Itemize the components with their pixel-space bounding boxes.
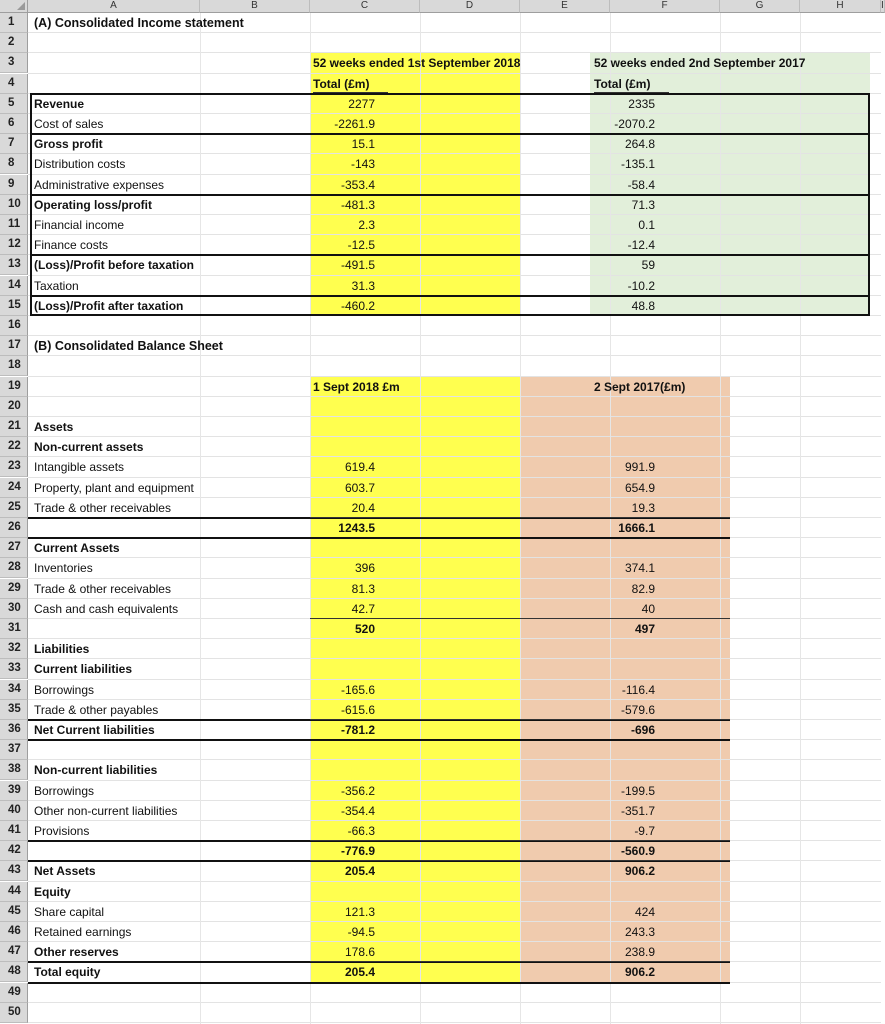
- income-value-2018[interactable]: 31.3: [351, 278, 375, 293]
- balance-line-label[interactable]: Total equity: [34, 965, 101, 980]
- income-value-2018[interactable]: 2.3: [358, 218, 375, 232]
- row-header-33[interactable]: 33: [0, 659, 28, 679]
- income-value-2018[interactable]: -481.3: [340, 197, 375, 212]
- income-line-label[interactable]: Revenue: [34, 96, 85, 111]
- balance-line-label[interactable]: Non-current assets: [34, 440, 144, 455]
- balance-value-2018[interactable]: -66.3: [347, 824, 375, 838]
- balance-value-2017[interactable]: 654.9: [624, 480, 655, 495]
- income-line-label[interactable]: Cost of sales: [34, 117, 104, 131]
- balance-value-2018[interactable]: [280, 639, 375, 659]
- row-header-14[interactable]: 14: [0, 276, 28, 296]
- row-gridline: [28, 658, 881, 659]
- income-value-2017[interactable]: 2335: [628, 96, 655, 111]
- row-header-24[interactable]: 24: [0, 478, 28, 498]
- row-header-43[interactable]: 43: [0, 861, 28, 881]
- row-header-44[interactable]: 44: [0, 882, 28, 902]
- row-gridline: [28, 396, 881, 397]
- balance-line-label[interactable]: Current Assets: [34, 541, 120, 556]
- row-header-11[interactable]: 11: [0, 215, 28, 235]
- income-value-2018[interactable]: -2261.9: [334, 117, 375, 131]
- balance-line-label[interactable]: Intangible assets: [34, 460, 125, 475]
- row-header-29[interactable]: 29: [0, 579, 28, 599]
- balance-value-2018[interactable]: -615.6: [340, 702, 375, 717]
- balance-line-label[interactable]: Net Current liabilities: [34, 723, 155, 737]
- income-line-label[interactable]: Financial income: [34, 218, 125, 232]
- row-header-17[interactable]: 17: [0, 336, 28, 356]
- balance-value-2017[interactable]: 238.9: [624, 945, 655, 960]
- income-line-label[interactable]: Gross profit: [34, 137, 103, 152]
- balance-value-2017[interactable]: [560, 437, 655, 457]
- balance-value-2018[interactable]: [280, 659, 375, 679]
- row-header-13[interactable]: 13: [0, 255, 28, 275]
- balance-col2-heading[interactable]: 2 Sept 2017(£m): [594, 379, 686, 394]
- income-value-2017[interactable]: 59: [641, 258, 655, 273]
- balance-value-2017[interactable]: 1666.1: [618, 521, 655, 535]
- balance-total-rule: [310, 961, 730, 962]
- column-header-b[interactable]: B: [200, 0, 310, 13]
- income-value-2017[interactable]: -2070.2: [614, 117, 655, 131]
- balance-total-border: [28, 982, 730, 984]
- balance-value-2017[interactable]: -9.7: [634, 824, 655, 838]
- income-subtotal-border: [30, 295, 870, 297]
- income-subtotal-border: [30, 254, 870, 256]
- balance-value-2018[interactable]: 81.3: [351, 581, 375, 596]
- balance-value-2018[interactable]: 396: [354, 561, 375, 576]
- balance-line-label[interactable]: Equity: [34, 884, 71, 899]
- income-statement-title[interactable]: (A) Consolidated Income statement: [34, 16, 244, 30]
- balance-line-label[interactable]: Other non-current liabilities: [34, 803, 178, 818]
- balance-line-label[interactable]: Property, plant and equipment: [34, 480, 194, 495]
- income-line-label[interactable]: Operating loss/profit: [34, 197, 153, 212]
- row-gridline: [28, 214, 881, 215]
- balance-value-2017[interactable]: [560, 538, 655, 558]
- row-header-2[interactable]: 2: [0, 33, 28, 53]
- row-header-23[interactable]: 23: [0, 457, 28, 477]
- income-value-2017[interactable]: 71.3: [631, 197, 655, 212]
- row-header-30[interactable]: 30: [0, 599, 28, 619]
- balance-total-rule: [310, 618, 730, 619]
- row-header-9[interactable]: 9: [0, 175, 28, 195]
- balance-line-label[interactable]: Other reserves: [34, 945, 119, 960]
- row-gridline: [28, 436, 881, 437]
- income-value-2018[interactable]: -353.4: [340, 177, 375, 192]
- column-header-d[interactable]: D: [420, 0, 520, 13]
- row-header-19[interactable]: 19: [0, 377, 28, 397]
- balance-total-border: [28, 739, 730, 741]
- column-header-i[interactable]: I: [881, 0, 884, 11]
- balance-value-2018[interactable]: -356.2: [340, 783, 375, 798]
- select-all-triangle-icon: [17, 2, 25, 10]
- income-value-2018[interactable]: -143: [350, 157, 375, 172]
- balance-value-2017[interactable]: -199.5: [620, 783, 655, 798]
- balance-value-2017[interactable]: 243.3: [624, 925, 655, 939]
- row-header-15[interactable]: 15: [0, 296, 28, 316]
- row-header-28[interactable]: 28: [0, 558, 28, 578]
- column-header-e[interactable]: E: [520, 0, 610, 13]
- balance-total-rule: [310, 840, 730, 841]
- row-gridline: [28, 376, 881, 377]
- row-header-8[interactable]: 8: [0, 154, 28, 174]
- balance-line-label[interactable]: Share capital: [34, 904, 105, 919]
- income-line-label[interactable]: Finance costs: [34, 238, 109, 253]
- income-col1-heading[interactable]: 52 weeks ended 1st September 2018: [313, 56, 521, 71]
- row-header-49[interactable]: 49: [0, 983, 28, 1003]
- income-value-2017[interactable]: 48.8: [631, 298, 655, 313]
- row-header-22[interactable]: 22: [0, 437, 28, 457]
- row-header-35[interactable]: 35: [0, 700, 28, 720]
- balance-value-2018[interactable]: 1243.5: [338, 521, 375, 535]
- income-line-label[interactable]: (Loss)/Profit before taxation: [34, 258, 195, 273]
- row-gridline: [28, 416, 881, 417]
- balance-value-2018[interactable]: [280, 417, 375, 437]
- row-header-46[interactable]: 46: [0, 922, 28, 942]
- row-header-39[interactable]: 39: [0, 781, 28, 801]
- balance-value-2018[interactable]: [280, 437, 375, 457]
- balance-total-rule: [310, 517, 730, 518]
- row-header-38[interactable]: 38: [0, 760, 28, 780]
- row-header-7[interactable]: 7: [0, 134, 28, 154]
- balance-value-2017[interactable]: [560, 760, 655, 780]
- income-border-bottom: [30, 314, 870, 316]
- balance-line-label[interactable]: Cash and cash equivalents: [34, 601, 179, 616]
- column-header-f[interactable]: F: [610, 0, 720, 13]
- balance-value-2017[interactable]: 19.3: [631, 500, 655, 515]
- balance-line-label[interactable]: Non-current liabilities: [34, 763, 158, 778]
- row-header-16[interactable]: 16: [0, 316, 28, 336]
- row-header-21[interactable]: 21: [0, 417, 28, 437]
- row-header-5[interactable]: 5: [0, 94, 28, 114]
- balance-line-label[interactable]: Provisions: [34, 824, 90, 838]
- balance-sheet-title[interactable]: (B) Consolidated Balance Sheet: [34, 339, 223, 354]
- balance-line-label[interactable]: Trade & other payables: [34, 702, 159, 717]
- row-header-12[interactable]: 12: [0, 235, 28, 255]
- balance-line-label[interactable]: Trade & other receivables: [34, 581, 171, 596]
- row-gridline: [28, 881, 881, 882]
- row-header-37[interactable]: 37: [0, 740, 28, 760]
- income-line-label[interactable]: Taxation: [34, 278, 79, 293]
- income-value-2017[interactable]: 0.1: [638, 218, 655, 232]
- income-value-2017[interactable]: -58.4: [627, 177, 655, 192]
- balance-col1-heading[interactable]: 1 Sept 2018 £m: [313, 379, 400, 394]
- row-gridline: [28, 941, 881, 942]
- balance-value-2017[interactable]: [560, 639, 655, 659]
- income-col1-subheading[interactable]: Total (£m): [313, 76, 370, 91]
- row-gridline: [28, 153, 881, 154]
- balance-value-2018[interactable]: -781.2: [340, 723, 375, 737]
- row-header-42[interactable]: 42: [0, 841, 28, 861]
- balance-line-label[interactable]: Borrowings: [34, 783, 95, 798]
- income-border-top: [30, 93, 870, 95]
- row-header-25[interactable]: 25: [0, 498, 28, 518]
- row-gridline: [28, 113, 881, 114]
- row-header-50[interactable]: 50: [0, 1003, 28, 1023]
- balance-line-label[interactable]: Retained earnings: [34, 925, 132, 939]
- balance-value-2017[interactable]: -116.4: [621, 682, 655, 697]
- row-gridline: [28, 1022, 881, 1023]
- balance-value-2017[interactable]: 906.2: [624, 965, 655, 980]
- row-header-20[interactable]: 20: [0, 397, 28, 417]
- balance-value-2018[interactable]: 603.7: [344, 480, 375, 495]
- balance-line-label[interactable]: Assets: [34, 420, 74, 434]
- balance-value-2018[interactable]: -94.5: [347, 925, 375, 939]
- row-gridline: [28, 921, 881, 922]
- row-header-6[interactable]: 6: [0, 114, 28, 134]
- income-value-2018[interactable]: -12.5: [347, 238, 375, 253]
- balance-value-2018[interactable]: 42.7: [351, 601, 375, 616]
- income-border-right: [868, 93, 870, 316]
- balance-value-2018[interactable]: [280, 538, 375, 558]
- balance-value-2018[interactable]: -776.9: [340, 844, 375, 859]
- balance-line-label[interactable]: Trade & other receivables: [34, 500, 171, 515]
- balance-value-2018[interactable]: 205.4: [344, 864, 375, 879]
- income-value-2018[interactable]: -491.5: [340, 258, 375, 273]
- income-value-2017[interactable]: -135.1: [620, 157, 655, 172]
- row-gridline: [28, 679, 881, 680]
- balance-value-2018[interactable]: 20.4: [351, 500, 375, 515]
- row-gridline: [28, 234, 881, 235]
- row-header-48[interactable]: 48: [0, 962, 28, 982]
- row-header-1[interactable]: 1: [0, 13, 28, 33]
- balance-value-2017[interactable]: [560, 417, 655, 437]
- income-value-2018[interactable]: -460.2: [340, 298, 375, 313]
- column-gridline: [800, 13, 801, 1024]
- balance-total-rule: [310, 719, 730, 720]
- income-value-2018[interactable]: 15.1: [351, 137, 375, 152]
- column-header-a[interactable]: A: [28, 0, 200, 13]
- balance-value-2018[interactable]: 121.3: [344, 904, 375, 919]
- balance-value-2018[interactable]: [280, 760, 375, 780]
- balance-value-2017[interactable]: -579.6: [620, 702, 655, 717]
- balance-line-label[interactable]: Borrowings: [34, 682, 95, 697]
- row-gridline: [28, 557, 881, 558]
- balance-line-label[interactable]: Liabilities: [34, 642, 90, 657]
- income-line-label[interactable]: Administrative expenses: [34, 177, 165, 192]
- row-header-4[interactable]: 4: [0, 74, 28, 94]
- balance-value-2018[interactable]: -354.4: [340, 803, 375, 818]
- income-line-label[interactable]: (Loss)/Profit after taxation: [34, 298, 184, 313]
- balance-value-2017[interactable]: -351.7: [620, 803, 655, 818]
- balance-value-2017[interactable]: [560, 659, 655, 679]
- column-header-g[interactable]: G: [720, 0, 800, 13]
- balance-value-2017[interactable]: 497: [634, 622, 655, 636]
- balance-value-2018[interactable]: 178.6: [344, 945, 375, 960]
- balance-value-2017[interactable]: 424: [634, 904, 655, 919]
- row-header-10[interactable]: 10: [0, 195, 28, 215]
- balance-value-2017[interactable]: 374.1: [624, 561, 655, 576]
- balance-line-label[interactable]: Net Assets: [34, 864, 96, 879]
- income-col2-heading[interactable]: 52 weeks ended 2nd September 2017: [594, 56, 806, 71]
- row-gridline: [28, 638, 881, 639]
- balance-total-rule: [310, 860, 730, 861]
- balance-value-2018[interactable]: 205.4: [344, 965, 375, 980]
- balance-value-2018[interactable]: 520: [354, 622, 375, 636]
- row-header-27[interactable]: 27: [0, 538, 28, 558]
- income-value-2017[interactable]: -10.2: [627, 278, 655, 293]
- row-gridline: [28, 456, 881, 457]
- balance-line-label[interactable]: Current liabilities: [34, 662, 133, 677]
- income-col2-subheading[interactable]: Total (£m): [594, 76, 651, 91]
- column-header-h[interactable]: H: [800, 0, 881, 13]
- balance-value-2017[interactable]: [560, 882, 655, 902]
- balance-value-2017[interactable]: 906.2: [624, 864, 655, 879]
- balance-total-border: [28, 537, 730, 539]
- balance-value-2017[interactable]: -560.9: [620, 844, 655, 859]
- income-line-label[interactable]: Distribution costs: [34, 157, 126, 172]
- row-header-47[interactable]: 47: [0, 942, 28, 962]
- row-header-26[interactable]: 26: [0, 518, 28, 538]
- row-header-3[interactable]: 3: [0, 53, 28, 73]
- balance-value-2018[interactable]: 619.4: [344, 460, 375, 475]
- row-header-34[interactable]: 34: [0, 680, 28, 700]
- row-header-36[interactable]: 36: [0, 720, 28, 740]
- income-border-left: [30, 93, 32, 316]
- balance-line-label[interactable]: Inventories: [34, 561, 93, 576]
- row-header-31[interactable]: 31: [0, 619, 28, 639]
- income-value-2017[interactable]: 264.8: [624, 137, 655, 152]
- balance-value-2017[interactable]: 991.9: [624, 460, 655, 475]
- column-header-c[interactable]: C: [310, 0, 420, 13]
- balance-value-2017[interactable]: 40: [641, 601, 655, 616]
- income-value-2017[interactable]: -12.4: [627, 238, 655, 253]
- row-header-41[interactable]: 41: [0, 821, 28, 841]
- income-subtotal-border: [30, 194, 870, 196]
- balance-value-2017[interactable]: 82.9: [631, 581, 655, 596]
- balance-value-2018[interactable]: -165.6: [340, 682, 375, 697]
- balance-value-2017[interactable]: -696: [630, 723, 655, 737]
- income-value-2018[interactable]: 2277: [348, 96, 375, 111]
- row-header-18[interactable]: 18: [0, 356, 28, 376]
- row-gridline: [28, 901, 881, 902]
- select-all-corner[interactable]: [0, 0, 28, 13]
- row-header-40[interactable]: 40: [0, 801, 28, 821]
- row-header-32[interactable]: 32: [0, 639, 28, 659]
- income-subtotal-border: [30, 133, 870, 135]
- row-header-45[interactable]: 45: [0, 902, 28, 922]
- row-gridline: [28, 1002, 881, 1003]
- balance-value-2018[interactable]: [280, 882, 375, 902]
